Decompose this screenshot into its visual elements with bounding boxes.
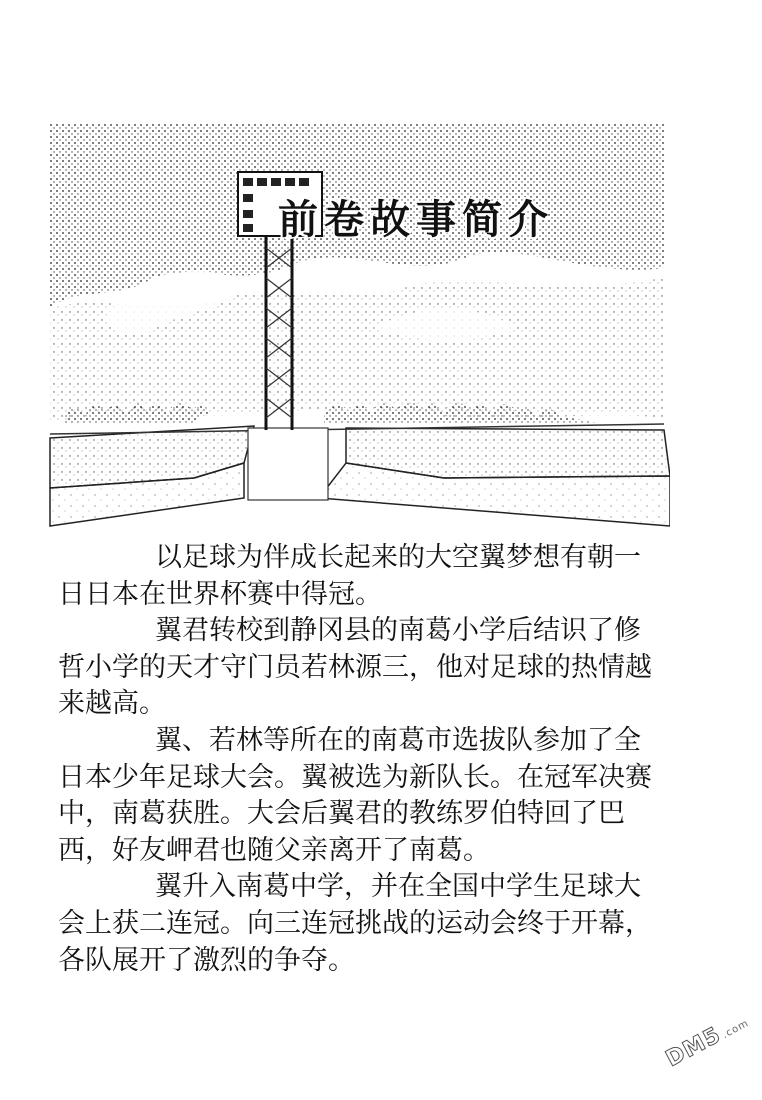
story-summary — [58, 540, 658, 979]
summary-paragraph: 翼升入南葛中学，并在全国中学生足球大会上获二连冠。向三连冠挑战的运动会终于开幕，各队展开了激烈的争夺。 — [58, 871, 652, 976]
site-watermark — [662, 1008, 752, 1072]
field — [50, 424, 670, 526]
summary-paragraph: 翼、若林等所在的南葛市选拔队参加了全日本少年足球大会。翼被选为新队长。在冠军决赛中，南葛获胜。大会后翼君的教练罗伯特回了巴西，好友岬君也随父亲离开了南葛。 — [58, 724, 652, 866]
watermark-domain: .com — [720, 1017, 751, 1042]
summary-paragraph: 以足球为伴成长起来的大空翼梦想有朝一日日本在世界杯赛中得冠。 — [58, 542, 641, 610]
page-title: 前卷故事简介 — [278, 197, 554, 243]
watermark-logo: DM5 — [662, 1022, 726, 1073]
sky — [50, 124, 664, 423]
summary-paragraph: 翼君转校到静冈县的南葛小学后结识了修哲小学的天才守门员若林源三，他对足球的热情越来越高。 — [58, 615, 652, 720]
stadium-illustration — [44, 118, 670, 538]
